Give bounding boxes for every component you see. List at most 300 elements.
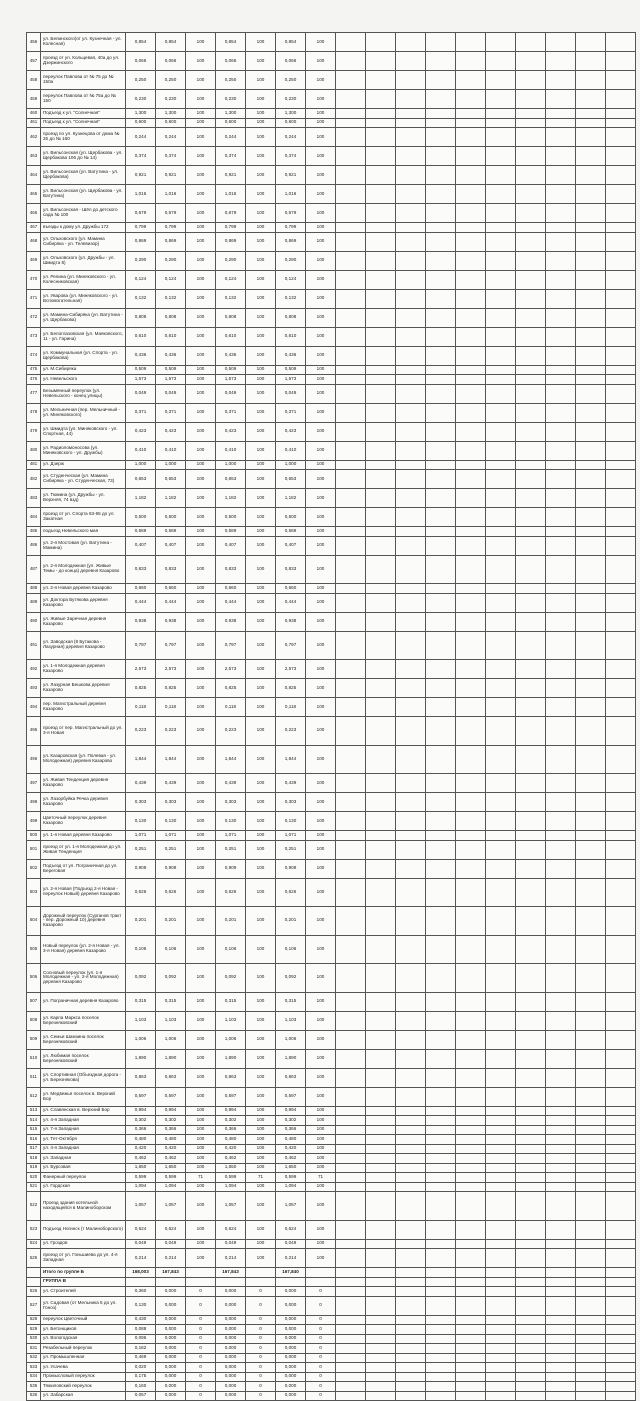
empty-cell bbox=[516, 745, 546, 774]
value-cell-c2: 0,462 bbox=[156, 1154, 186, 1164]
value-cell-c1: 0,374 bbox=[126, 147, 156, 166]
value-cell-c1: 0,250 bbox=[126, 71, 156, 90]
table-row bbox=[27, 745, 636, 774]
empty-cell bbox=[546, 204, 576, 223]
row-number: 533 bbox=[27, 1363, 41, 1373]
empty-cell bbox=[426, 470, 456, 489]
empty-cell bbox=[546, 33, 576, 52]
empty-cell bbox=[606, 1154, 636, 1164]
value-cell-c3: 0 bbox=[186, 1325, 216, 1335]
value-cell-c5: 100 bbox=[246, 1220, 276, 1239]
empty-cell bbox=[576, 555, 606, 584]
empty-cell bbox=[516, 1296, 546, 1315]
street-name: Резабельный переулок bbox=[41, 1344, 126, 1354]
empty-cell bbox=[606, 147, 636, 166]
value-cell-c1: 0,509 bbox=[126, 365, 156, 375]
empty-cell bbox=[456, 1353, 486, 1363]
value-cell-c4: 1,182 bbox=[216, 489, 246, 508]
empty-cell bbox=[396, 128, 426, 147]
street-name: Подъезд Ногинск (т Малиноборского) bbox=[41, 1220, 126, 1239]
empty-cell bbox=[366, 660, 396, 679]
empty-cell bbox=[426, 831, 456, 841]
empty-cell bbox=[456, 489, 486, 508]
value-cell-c6: 0,799 bbox=[276, 223, 306, 233]
empty-cell bbox=[546, 147, 576, 166]
empty-cell bbox=[336, 745, 366, 774]
row-number: 518 bbox=[27, 1154, 41, 1164]
empty-cell bbox=[366, 1163, 396, 1173]
value-cell-c5: 100 bbox=[246, 1125, 276, 1135]
street-name: проезд от ул. Гоньшиева до ул. 4-я Западная bbox=[41, 1249, 126, 1268]
empty-cell bbox=[516, 584, 546, 594]
value-cell-c6: 0,500 bbox=[276, 508, 306, 527]
value-cell-c4: 0,869 bbox=[216, 232, 246, 251]
empty-cell bbox=[546, 831, 576, 841]
empty-cell bbox=[396, 1315, 426, 1325]
empty-cell bbox=[606, 185, 636, 204]
empty-cell bbox=[486, 831, 516, 841]
value-cell-c6: 0,825 bbox=[276, 679, 306, 698]
value-cell-c2: 0,509 bbox=[156, 365, 186, 375]
empty-cell bbox=[456, 403, 486, 422]
empty-cell bbox=[426, 147, 456, 166]
empty-cell bbox=[546, 441, 576, 460]
street-name: ул. Живые Заречная деревня Казарово bbox=[41, 612, 126, 631]
empty-cell bbox=[546, 185, 576, 204]
value-cell-c5: 100 bbox=[246, 907, 276, 936]
value-cell-c7: 0 bbox=[306, 1315, 336, 1325]
empty-cell bbox=[336, 584, 366, 594]
street-name: ул. Пограничная деревня Казарово bbox=[41, 992, 126, 1011]
value-cell-c6: 0,000 bbox=[276, 1315, 306, 1325]
empty-cell bbox=[336, 1087, 366, 1106]
empty-cell bbox=[456, 270, 486, 289]
empty-cell bbox=[396, 204, 426, 223]
value-cell-c5: 100 bbox=[246, 1154, 276, 1164]
value-cell-c2: 0,290 bbox=[156, 251, 186, 270]
row-number: 494 bbox=[27, 698, 41, 717]
value-cell-c3: 100 bbox=[186, 1154, 216, 1164]
empty-cell bbox=[486, 403, 516, 422]
value-cell-c1: 0,833 bbox=[126, 555, 156, 584]
empty-cell bbox=[546, 631, 576, 660]
empty-cell bbox=[546, 1087, 576, 1106]
empty-cell bbox=[456, 1030, 486, 1049]
empty-cell bbox=[336, 185, 366, 204]
empty-cell bbox=[366, 812, 396, 831]
value-cell-c6: 0,938 bbox=[276, 612, 306, 631]
empty-cell bbox=[546, 1116, 576, 1126]
empty-cell bbox=[336, 1192, 366, 1221]
value-cell-c5: 100 bbox=[246, 508, 276, 527]
value-cell-c5: 0 bbox=[246, 1353, 276, 1363]
value-cell-c6: 0,000 bbox=[276, 1296, 306, 1315]
empty-cell bbox=[606, 1192, 636, 1221]
empty-cell bbox=[516, 1163, 546, 1173]
empty-cell bbox=[546, 346, 576, 365]
empty-cell bbox=[606, 745, 636, 774]
value-cell-c7: 0 bbox=[306, 1287, 336, 1297]
empty-cell bbox=[606, 536, 636, 555]
empty-cell bbox=[426, 508, 456, 527]
value-cell-c7: 0 bbox=[306, 1353, 336, 1363]
empty-cell bbox=[336, 346, 366, 365]
empty-cell bbox=[606, 1382, 636, 1392]
value-cell-c1: 0,909 bbox=[126, 859, 156, 878]
empty-cell bbox=[456, 52, 486, 71]
value-cell-c3: 100 bbox=[186, 52, 216, 71]
row-number: 467 bbox=[27, 223, 41, 233]
value-cell-c3: 100 bbox=[186, 698, 216, 717]
street-name: ул. Коммунальная (ул. Спорта - ул. Щербакова) bbox=[41, 346, 126, 365]
empty-cell bbox=[486, 232, 516, 251]
empty-cell bbox=[366, 1325, 396, 1335]
empty-cell bbox=[516, 204, 546, 223]
empty-cell bbox=[606, 992, 636, 1011]
empty-cell bbox=[396, 365, 426, 375]
empty-cell bbox=[606, 527, 636, 537]
value-cell-c6: 0,251 bbox=[276, 840, 306, 859]
value-cell-c4: 0,600 bbox=[216, 118, 246, 128]
value-cell-c3: 100 bbox=[186, 375, 216, 385]
row-number: 520 bbox=[27, 1173, 41, 1183]
value-cell-c3: 100 bbox=[186, 422, 216, 441]
empty-cell bbox=[486, 1344, 516, 1354]
empty-cell bbox=[546, 1239, 576, 1249]
value-cell-c1: 0,223 bbox=[126, 717, 156, 746]
value-cell-c4: 0,626 bbox=[216, 878, 246, 907]
empty-cell bbox=[546, 1353, 576, 1363]
empty-cell bbox=[576, 1334, 606, 1344]
value-cell-c4: 0,825 bbox=[216, 679, 246, 698]
street-name: подъезд Невельского мая bbox=[41, 527, 126, 537]
empty-cell bbox=[366, 793, 396, 812]
empty-cell bbox=[486, 1192, 516, 1221]
street-name: ул. Уварова (ул. Миняковского - ул. Вспомогательная) bbox=[41, 289, 126, 308]
street-name: ул. Тет-Октября bbox=[41, 1135, 126, 1145]
empty-cell bbox=[516, 1239, 546, 1249]
value-cell-c1: 0,808 bbox=[126, 308, 156, 327]
empty-cell bbox=[516, 1249, 546, 1268]
value-cell-c1: 0,589 bbox=[126, 527, 156, 537]
empty-cell bbox=[366, 166, 396, 185]
value-cell-c5: 100 bbox=[246, 660, 276, 679]
empty-cell bbox=[486, 1068, 516, 1087]
empty-cell bbox=[606, 935, 636, 964]
empty-cell bbox=[396, 1173, 426, 1183]
table-row bbox=[27, 1135, 636, 1145]
empty-cell bbox=[396, 631, 426, 660]
empty-cell bbox=[426, 992, 456, 1011]
empty-cell bbox=[516, 964, 546, 993]
value-cell-c6: 1,890 bbox=[276, 1049, 306, 1068]
value-cell-c3: 100 bbox=[186, 232, 216, 251]
table-row bbox=[27, 470, 636, 489]
empty-cell bbox=[456, 384, 486, 403]
empty-cell bbox=[396, 793, 426, 812]
empty-cell bbox=[426, 118, 456, 128]
value-cell-c6: 0,423 bbox=[276, 422, 306, 441]
value-cell-c5: 0 bbox=[246, 1363, 276, 1373]
value-cell-c4: 1,094 bbox=[216, 1182, 246, 1192]
street-name: ул. Медвежья поселок в. Верхний Бор bbox=[41, 1087, 126, 1106]
empty-cell bbox=[606, 1353, 636, 1363]
table-row bbox=[27, 441, 636, 460]
empty-cell bbox=[486, 1087, 516, 1106]
empty-cell bbox=[546, 1220, 576, 1239]
empty-cell bbox=[516, 71, 546, 90]
row-number: 478 bbox=[27, 403, 41, 422]
value-cell-c5: 100 bbox=[246, 166, 276, 185]
value-cell-c6: 0,371 bbox=[276, 403, 306, 422]
value-cell-c1: 0,020 bbox=[126, 1363, 156, 1373]
value-cell-c7: 100 bbox=[306, 403, 336, 422]
value-cell-c6: 0,049 bbox=[276, 384, 306, 403]
value-cell-c7: 100 bbox=[306, 1249, 336, 1268]
value-cell-c4: 0,410 bbox=[216, 441, 246, 460]
empty-cell bbox=[576, 1116, 606, 1126]
street-name: ул. Ольховского (ул. Мамина Сибиряка - ул. Телевизор) bbox=[41, 232, 126, 251]
empty-cell bbox=[426, 251, 456, 270]
empty-cell bbox=[546, 1182, 576, 1192]
empty-cell bbox=[606, 1296, 636, 1315]
empty-cell bbox=[336, 508, 366, 527]
empty-cell bbox=[486, 660, 516, 679]
value-cell-c7: 0 bbox=[306, 1372, 336, 1382]
empty-cell bbox=[336, 403, 366, 422]
value-cell-c4: 0,624 bbox=[216, 1220, 246, 1239]
empty-cell bbox=[576, 166, 606, 185]
value-cell-c2: 0,000 bbox=[156, 1382, 186, 1392]
street-name: ул. Вильсонская - Шёл до детского сада № 100 bbox=[41, 204, 126, 223]
empty-cell bbox=[426, 489, 456, 508]
table-row bbox=[27, 308, 636, 327]
value-cell-c7: 100 bbox=[306, 992, 336, 1011]
empty-cell bbox=[516, 1144, 546, 1154]
value-cell-c4: 0,420 bbox=[216, 1144, 246, 1154]
value-cell-c4: 1,573 bbox=[216, 375, 246, 385]
value-cell-c1: 0,096 bbox=[126, 1334, 156, 1344]
empty-cell bbox=[456, 33, 486, 52]
value-cell-c2: 1,300 bbox=[156, 109, 186, 119]
value-cell-c1: 1,094 bbox=[126, 1182, 156, 1192]
empty-cell bbox=[546, 308, 576, 327]
street-name: ул. Мельничная (пер. Мельничный - ул. Миняковского) bbox=[41, 403, 126, 422]
value-cell-c1: 0,371 bbox=[126, 403, 156, 422]
empty-cell bbox=[426, 1382, 456, 1392]
empty-cell bbox=[366, 1296, 396, 1315]
empty-cell bbox=[606, 1363, 636, 1373]
empty-cell bbox=[606, 289, 636, 308]
empty-cell bbox=[606, 1030, 636, 1049]
empty-cell bbox=[516, 536, 546, 555]
empty-cell bbox=[366, 593, 396, 612]
value-cell-c3: 100 bbox=[186, 679, 216, 698]
empty-cell bbox=[576, 584, 606, 594]
empty-cell bbox=[456, 90, 486, 109]
empty-cell bbox=[516, 147, 546, 166]
row-number: 473 bbox=[27, 327, 41, 346]
value-cell-c7: 100 bbox=[306, 1182, 336, 1192]
empty-cell bbox=[426, 1173, 456, 1183]
empty-cell bbox=[336, 1334, 366, 1344]
value-cell-c2: 0,000 bbox=[156, 1315, 186, 1325]
value-cell-c7: 100 bbox=[306, 270, 336, 289]
empty-cell bbox=[606, 33, 636, 52]
value-cell-c3 bbox=[186, 1268, 216, 1278]
value-cell-c5: 100 bbox=[246, 223, 276, 233]
empty-cell bbox=[516, 327, 546, 346]
empty-cell bbox=[576, 422, 606, 441]
value-cell-c4: 0,439 bbox=[216, 774, 246, 793]
value-cell-c2: 1,006 bbox=[156, 1030, 186, 1049]
empty-cell bbox=[396, 289, 426, 308]
street-name: ул. Славянская в. Верхний Бор bbox=[41, 1106, 126, 1116]
row-number: 469 bbox=[27, 251, 41, 270]
value-cell-c2: 0,825 bbox=[156, 679, 186, 698]
value-cell-c2: 0,106 bbox=[156, 935, 186, 964]
value-cell-c3: 0 bbox=[186, 1353, 216, 1363]
table-row bbox=[27, 793, 636, 812]
empty-cell bbox=[516, 460, 546, 470]
row-number: 536 bbox=[27, 1391, 41, 1401]
value-cell-c4: 0,599 bbox=[216, 1173, 246, 1183]
row-number: 509 bbox=[27, 1030, 41, 1049]
value-cell-c5: 100 bbox=[246, 251, 276, 270]
empty-cell bbox=[486, 1296, 516, 1315]
row-number: 489 bbox=[27, 593, 41, 612]
empty-cell bbox=[456, 185, 486, 204]
empty-cell bbox=[456, 365, 486, 375]
empty-cell bbox=[606, 232, 636, 251]
empty-cell bbox=[516, 365, 546, 375]
street-name: ул. Любимая поселок Березняковский bbox=[41, 1049, 126, 1068]
empty-cell bbox=[396, 1144, 426, 1154]
empty-cell bbox=[546, 1268, 576, 1278]
value-cell-c6: 0,407 bbox=[276, 536, 306, 555]
empty-cell bbox=[336, 270, 366, 289]
value-cell-c5 bbox=[246, 1277, 276, 1287]
street-name: проезд от пер. Магистральный до ул. 3-я Новая bbox=[41, 717, 126, 746]
empty-cell bbox=[516, 660, 546, 679]
empty-cell bbox=[396, 508, 426, 527]
empty-cell bbox=[486, 346, 516, 365]
row-number: 495 bbox=[27, 717, 41, 746]
street-name: Подъезд к ул. "Солнечная" bbox=[41, 109, 126, 119]
empty-cell bbox=[456, 698, 486, 717]
empty-cell bbox=[336, 878, 366, 907]
empty-cell bbox=[516, 470, 546, 489]
empty-cell bbox=[546, 166, 576, 185]
value-cell-c2: 0,000 bbox=[156, 1353, 186, 1363]
table-row bbox=[27, 384, 636, 403]
empty-cell bbox=[516, 118, 546, 128]
value-cell-c3: 100 bbox=[186, 536, 216, 555]
value-cell-c2: 0,201 bbox=[156, 907, 186, 936]
empty-cell bbox=[546, 1315, 576, 1325]
value-cell-c6: 0,303 bbox=[276, 793, 306, 812]
value-cell-c1: 0,799 bbox=[126, 223, 156, 233]
empty-cell bbox=[426, 185, 456, 204]
empty-cell bbox=[486, 1277, 516, 1287]
value-cell-c3: 100 bbox=[186, 793, 216, 812]
empty-cell bbox=[576, 147, 606, 166]
empty-cell bbox=[456, 232, 486, 251]
empty-cell bbox=[396, 460, 426, 470]
value-cell-c1: 0,599 bbox=[126, 1173, 156, 1183]
table-row bbox=[27, 1315, 636, 1325]
empty-cell bbox=[516, 90, 546, 109]
empty-cell bbox=[456, 147, 486, 166]
empty-cell bbox=[606, 593, 636, 612]
value-cell-c3: 100 bbox=[186, 204, 216, 223]
empty-cell bbox=[426, 308, 456, 327]
empty-cell bbox=[366, 308, 396, 327]
empty-cell bbox=[336, 384, 366, 403]
empty-cell bbox=[546, 1125, 576, 1135]
empty-cell bbox=[486, 878, 516, 907]
value-cell-c2: 0,049 bbox=[156, 1239, 186, 1249]
row-number: 506 bbox=[27, 964, 41, 993]
table-row bbox=[27, 185, 636, 204]
empty-cell bbox=[366, 71, 396, 90]
value-cell-c2: 0,938 bbox=[156, 612, 186, 631]
value-cell-c6: 1,844 bbox=[276, 745, 306, 774]
empty-cell bbox=[336, 460, 366, 470]
empty-cell bbox=[396, 1382, 426, 1392]
empty-cell bbox=[516, 612, 546, 631]
empty-cell bbox=[546, 1068, 576, 1087]
empty-cell bbox=[426, 346, 456, 365]
street-name: ул. 4-я Западная bbox=[41, 1144, 126, 1154]
empty-cell bbox=[486, 1372, 516, 1382]
empty-cell bbox=[366, 118, 396, 128]
value-cell-c7: 100 bbox=[306, 441, 336, 460]
value-cell-c7: 100 bbox=[306, 109, 336, 119]
empty-cell bbox=[396, 1135, 426, 1145]
empty-cell bbox=[606, 1106, 636, 1116]
empty-cell bbox=[456, 907, 486, 936]
empty-cell bbox=[606, 441, 636, 460]
empty-cell bbox=[366, 878, 396, 907]
street-name: ул. Вологодская bbox=[41, 1334, 126, 1344]
street-name: ул. Бурсовая bbox=[41, 1163, 126, 1173]
value-cell-c7: 100 bbox=[306, 793, 336, 812]
value-cell-c1: 0,201 bbox=[126, 907, 156, 936]
empty-cell bbox=[396, 1249, 426, 1268]
value-cell-c1: 1,071 bbox=[126, 831, 156, 841]
empty-cell bbox=[576, 1277, 606, 1287]
empty-cell bbox=[576, 90, 606, 109]
value-cell-c1: 0,290 bbox=[126, 251, 156, 270]
value-cell-c6: 0,000 bbox=[276, 1391, 306, 1401]
value-cell-c4: 0,994 bbox=[216, 1106, 246, 1116]
table-row bbox=[27, 232, 636, 251]
empty-cell bbox=[606, 1277, 636, 1287]
empty-cell bbox=[576, 118, 606, 128]
empty-cell bbox=[576, 717, 606, 746]
empty-cell bbox=[426, 1372, 456, 1382]
empty-cell bbox=[336, 1239, 366, 1249]
empty-cell bbox=[516, 1268, 546, 1278]
empty-cell bbox=[336, 251, 366, 270]
empty-cell bbox=[516, 489, 546, 508]
empty-cell bbox=[516, 1068, 546, 1087]
value-cell-c5: 100 bbox=[246, 1106, 276, 1116]
table-row bbox=[27, 118, 636, 128]
street-name: ул. Западная bbox=[41, 1154, 126, 1164]
empty-cell bbox=[336, 1135, 366, 1145]
